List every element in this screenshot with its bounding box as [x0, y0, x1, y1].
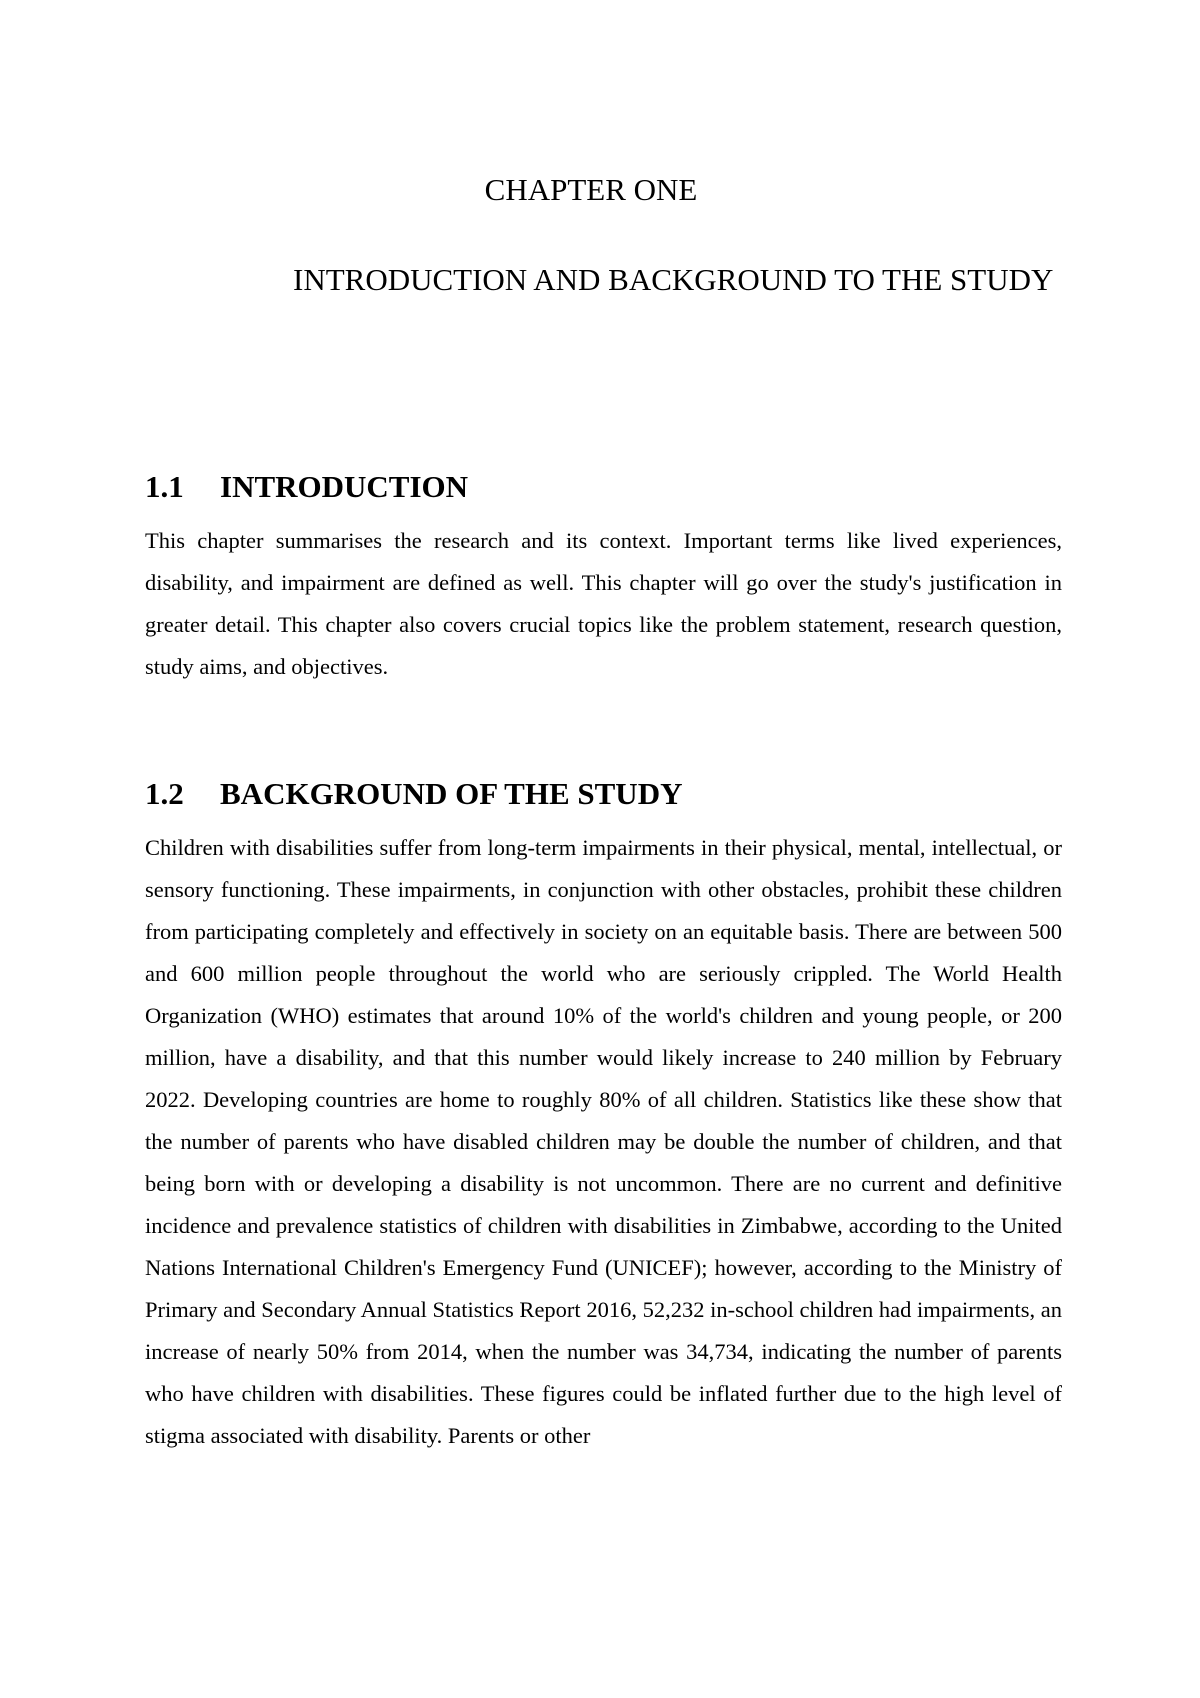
section-number: 1.2 [145, 776, 184, 811]
section-number: 1.1 [145, 469, 184, 504]
section-heading-background [145, 774, 1058, 814]
background-paragraph: Children with disabilities suffer from long-term impairments in their physical, mental, intellectual, or sensory functioning. These impairments, in conjunction with other obstacles, prohibit these children from participating completely and effectively in society on an equitable basis. There are between 500 and 600 million people throughout the world who are seriously crippled. The World Health Organization (WHO) estimates that around 10% of the world's children and young people, or 200 million, have a disability, and that this number would likely increase to 240 million by February 2022. Developing countries are home to roughly 80% of all children. Statistics like these show that the number of parents who have disabled children may be double the number of children, and that being born with or developing a disability is not uncommon. There are no current and definitive incidence and prevalence statistics of children with disabilities in Zimbabwe, according to the United Nations International Children's Emergency Fund (UNICEF); however, according to the Ministry of Primary and Secondary Annual Statistics Report 2016, 52,232 in-school children had impairments, an increase of nearly 50% from 2014, when the number was 34,734, indicating the number of parents who have children with disabilities. These figures could be inflated further due to the high level of stigma associated with disability. Parents or other [145, 835, 1062, 1448]
section-title: INTRODUCTION [220, 469, 469, 504]
introduction-paragraph: This chapter summarises the research and its context. Important terms like lived experiences, disability, and impairment are defined as well. This chapter will go over the study's justification in greater detail. This chapter also covers crucial topics like the problem statement, research question, study aims, and objectives. [145, 528, 1062, 679]
section-title: BACKGROUND OF THE STUDY [220, 776, 683, 811]
section-heading-introduction [145, 467, 1058, 507]
chapter-label: CHAPTER ONE [484, 172, 698, 207]
chapter-title: INTRODUCTION AND BACKGROUND TO THE STUDY [293, 262, 1054, 297]
